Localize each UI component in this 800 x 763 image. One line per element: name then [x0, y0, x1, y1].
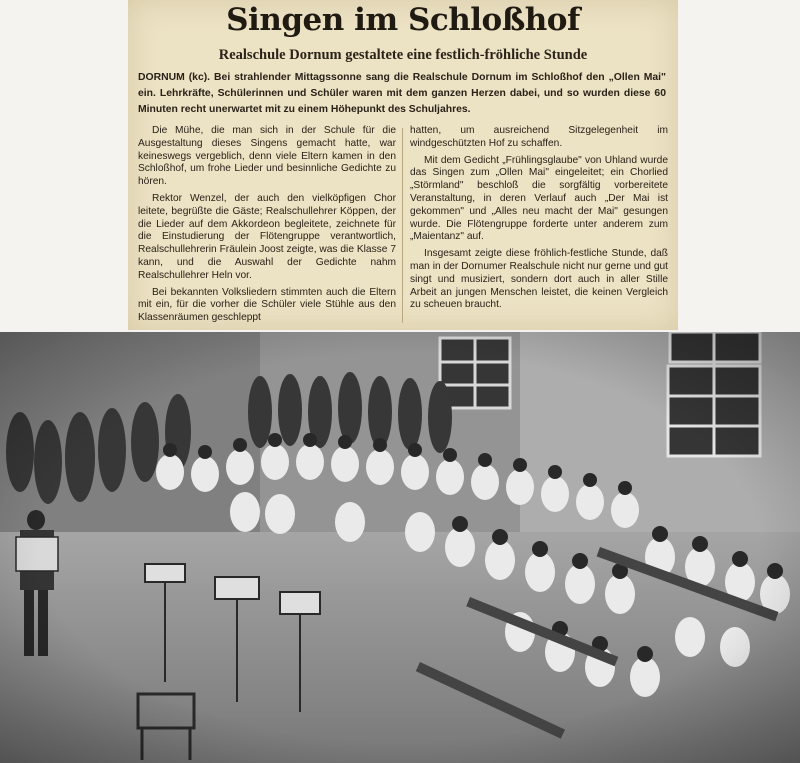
paragraph: Die Mühe, die man sich in der Schule für die Ausgestaltung dieses Singens gemacht hatte, war keineswegs vergeblich, denn viele Eltern kamen in den Schloßhof, um frohe Lieder und besinnliche Gedichte zu hören.	[138, 125, 396, 188]
article-column-left	[138, 125, 396, 325]
subheadline: Realschule Dornum gestaltete eine festlich-fröhliche Stunde	[218, 47, 588, 63]
paragraph: Insgesamt zeigte diese fröhlich-festliche Stunde, daß man in der Dornumer Realschule nicht nur gerne und gut singt und musiziert, sondern dort auch in aller Stille Arbeit an jungen Menschen leistet, die keinen Vergleich zu scheuen braucht.	[410, 248, 668, 311]
dateline: DORNUM (kc).	[138, 72, 211, 83]
headline: Singen im Schloßhof	[226, 2, 580, 38]
paragraph: Rektor Wenzel, der auch den vielköpfigen Chor leitete, begrüßte die Gäste; Realschullehrer Köppen, der die Lieder auf dem Akkordeon begleitete, zeichnete für die Einstudierung der Flötengruppe verantwortlich, Realschullehrerin Fräulein Joost zeigte, was die Klasse 7 kann, und die Auswahl der Gedichte nahm Realschullehrer Heln vor.	[138, 192, 396, 281]
paragraph: Bei bekannten Volksliedern stimmten auch die Eltern mit ein, für die vorher die Schüler viele Stühle aus den Klassenräumen geschleppt	[138, 286, 396, 324]
paragraph: hatten, um ausreichend Sitzgelegenheit im windgeschützten Hof zu schaffen.	[410, 125, 668, 149]
paragraph: Mit dem Gedicht „Frühlingsglaube" von Uhland wurde das Singen zum „Ollen Mai" eingeleitet; ein Chorlied „Störmland" beschloß die sorgfältig vorbereitete Veranstaltung, in deren Verlauf auch „Der Mai ist gekommen" und „Alles neu macht der Mai" gesungen wurde. Die Flötengruppe forderte unter anderem zum „Maientanz" auf.	[410, 154, 668, 243]
article-column-right	[410, 125, 668, 312]
newspaper-clipping	[128, 0, 678, 330]
lead-text: Bei strahlender Mittagssonne sang die Realschule Dornum im Schloßhof den „Ollen Mai" ein. Lehrkräfte, Schülerinnen und Schüler waren mit dem ganzen Herzen dabei, und so wurden diese 60 Minuten recht unerwartet mit zu einem Höhepunkt des Schuljahres.	[138, 72, 666, 115]
lead-paragraph	[138, 70, 666, 118]
news-photo-school-choir	[0, 332, 800, 763]
column-divider	[402, 128, 403, 323]
